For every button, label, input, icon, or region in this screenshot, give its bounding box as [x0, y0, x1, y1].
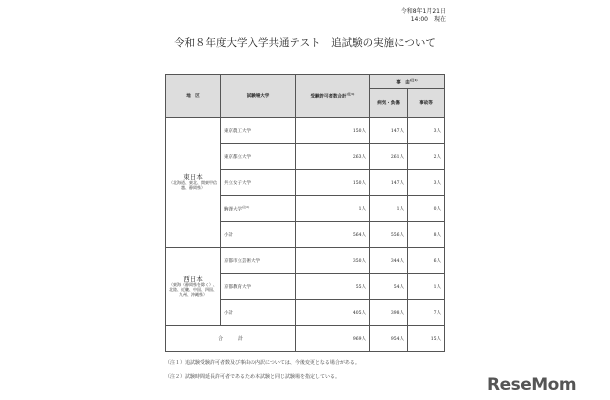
date: 令和8年1月21日 [400, 8, 446, 15]
cell-illness: 147人 [370, 170, 408, 196]
cell-total: 263人 [296, 144, 370, 170]
cell-accident: 0人 [408, 196, 445, 222]
page-title: 令和８年度大学入学共通テスト 追試験の実施について [174, 37, 436, 49]
cell-illness: 398人 [370, 300, 408, 326]
header-accident: 事故等 [408, 89, 445, 118]
grand-total-row: 合 計 969人 954人 15人 [166, 326, 445, 352]
cell-accident: 8人 [408, 222, 445, 248]
cell-accident: 1人 [408, 274, 445, 300]
cell-illness: 147人 [370, 118, 408, 144]
table-row [166, 118, 445, 144]
cell-total: 55人 [296, 274, 370, 300]
header-total: 受験許可者数合計$^{(注1)}$ [296, 75, 370, 118]
cell-illness: 54人 [370, 274, 408, 300]
cell-illness: 556人 [370, 222, 408, 248]
results-table [165, 74, 445, 352]
time: 14:00 現在 [410, 16, 446, 23]
region-east: 東日本 （北海道、東北、関東甲信越、静岡県） [166, 118, 221, 248]
cell-accident: 3人 [408, 118, 445, 144]
cell-illness: 344人 [370, 248, 408, 274]
site-name: 小計 [221, 300, 296, 326]
header-region: 地 区 [166, 75, 221, 118]
site-name: 共立女子大学 [221, 170, 296, 196]
header-reason: 事 由$^{(注1)}$ [370, 75, 445, 89]
cell-accident: 7人 [408, 300, 445, 326]
header-site: 試験場大学 [221, 75, 296, 118]
header-illness: 病気・負傷 [370, 89, 408, 118]
resemom-logo: ReseMom [487, 375, 577, 395]
cell-accident: 2人 [408, 144, 445, 170]
note-1: （注１）追試験受験許可者数及び事由の内訳については、今後変更となる場合がある。 [165, 360, 360, 366]
cell-total: 150人 [296, 170, 370, 196]
cell-total: 350人 [296, 248, 370, 274]
cell-total: 564人 [296, 222, 370, 248]
site-name: 東京農工大学 [221, 118, 296, 144]
cell-illness: 1人 [370, 196, 408, 222]
table-row [166, 248, 445, 274]
date-stamp [400, 8, 446, 24]
cell-accident: 6人 [408, 248, 445, 274]
note-2: （注２）試験時間延長許可者であるため本試験と同じ試験場を指定している。 [165, 374, 341, 380]
site-name: 東京都立大学 [221, 144, 296, 170]
site-name: 京都教育大学 [221, 274, 296, 300]
site-name: 駒澤大学$^{(注2)}$ [221, 196, 296, 222]
cell-total: 150人 [296, 118, 370, 144]
site-name: 小計 [221, 222, 296, 248]
site-name: 京都市立芸術大学 [221, 248, 296, 274]
cell-accident: 3人 [408, 170, 445, 196]
cell-total: 1人 [296, 196, 370, 222]
region-west: 西日本 （東海（静岡県を除く）、北陸、近畿、中国、四国、九州、沖縄県） [166, 248, 221, 326]
cell-illness: 261人 [370, 144, 408, 170]
cell-total: 405人 [296, 300, 370, 326]
